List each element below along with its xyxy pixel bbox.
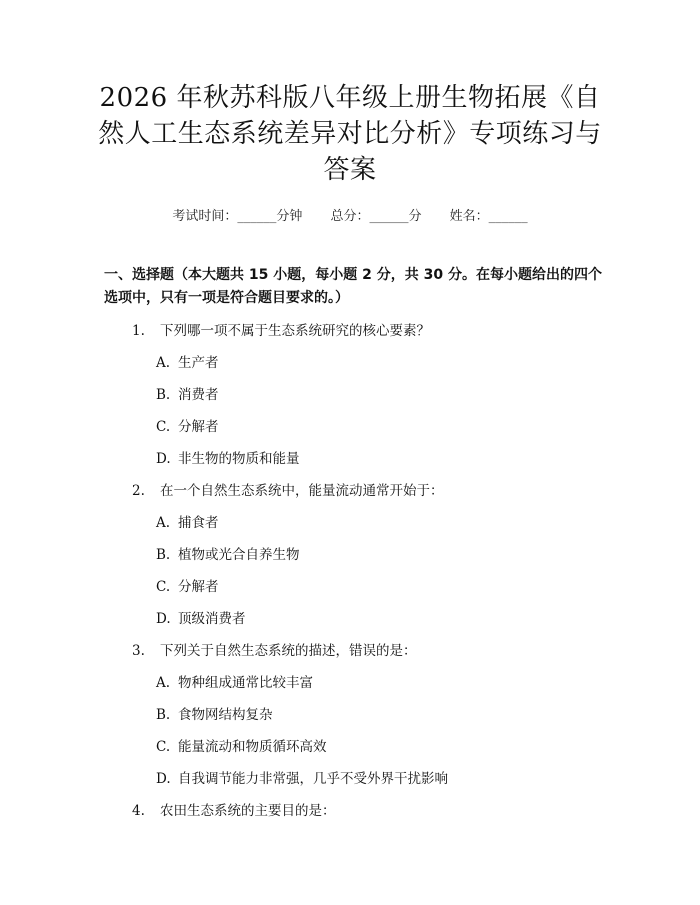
option-text: 捕食者 [178, 515, 219, 531]
question-text: 农田生态系统的主要目的是： [160, 803, 336, 819]
option-text: 自我调节能力非常强，几乎不受外界干扰影响 [178, 771, 448, 787]
option-3b [132, 706, 632, 738]
option-letter: A. [156, 675, 171, 691]
option-letter: C. [156, 579, 171, 595]
option-letter: A. [156, 355, 171, 371]
option-letter: D. [156, 451, 171, 467]
option-3d [132, 770, 632, 802]
option-text: 物种组成通常比较丰富 [178, 675, 313, 691]
question-text: 在一个自然生态系统中，能量流动通常开始于： [160, 483, 444, 499]
option-text: 消费者 [178, 387, 219, 403]
option-text: 顶级消费者 [178, 611, 246, 627]
student-name-field: 姓名：______ [449, 209, 528, 224]
option-1c [132, 418, 632, 450]
option-2d [132, 610, 632, 642]
option-3c [132, 738, 632, 770]
option-text: 生产者 [178, 355, 219, 371]
option-text: 食物网结构复杂 [178, 707, 273, 723]
option-letter: D. [156, 771, 171, 787]
question-2 [132, 482, 632, 514]
option-letter: B. [156, 547, 171, 563]
question-3 [132, 642, 632, 674]
option-letter: B. [156, 387, 171, 403]
question-number: 3. [132, 643, 145, 659]
option-2b [132, 546, 632, 578]
option-text: 能量流动和物质循环高效 [178, 739, 327, 755]
total-score-field: 总分：______分 [330, 209, 422, 224]
option-text: 非生物的物质和能量 [178, 451, 300, 467]
question-number: 1. [132, 323, 145, 339]
option-3a [132, 674, 632, 706]
question-4 [132, 802, 632, 834]
question-1 [132, 322, 632, 354]
question-list [132, 322, 632, 834]
option-letter: C. [156, 419, 171, 435]
question-text: 下列关于自然生态系统的描述，错误的是： [160, 643, 417, 659]
option-text: 植物或光合自养生物 [178, 547, 300, 563]
option-2a [132, 514, 632, 546]
option-text: 分解者 [178, 579, 219, 595]
exam-meta [0, 205, 700, 224]
exam-time-field: 考试时间：______分钟 [172, 209, 303, 224]
section-heading: 一、选择题（本大题共 15 小题，每小题 2 分，共 30 分。在每小题给出的四个选项中，只有一项是符合题目要求的。） [104, 267, 602, 306]
question-number: 4. [132, 803, 145, 819]
option-1d [132, 450, 632, 482]
question-number: 2. [132, 483, 145, 499]
option-1a [132, 354, 632, 386]
option-1b [132, 386, 632, 418]
option-2c [132, 578, 632, 610]
option-letter: D. [156, 611, 171, 627]
option-text: 分解者 [178, 419, 219, 435]
option-letter: A. [156, 515, 171, 531]
question-text: 下列哪一项不属于生态系统研究的核心要素？ [160, 323, 430, 339]
option-letter: C. [156, 739, 171, 755]
page-title: 2026 年秋苏科版八年级上册生物拓展《自然人工生态系统差异对比分析》专项练习与答案 [98, 83, 602, 185]
option-letter: B. [156, 707, 171, 723]
